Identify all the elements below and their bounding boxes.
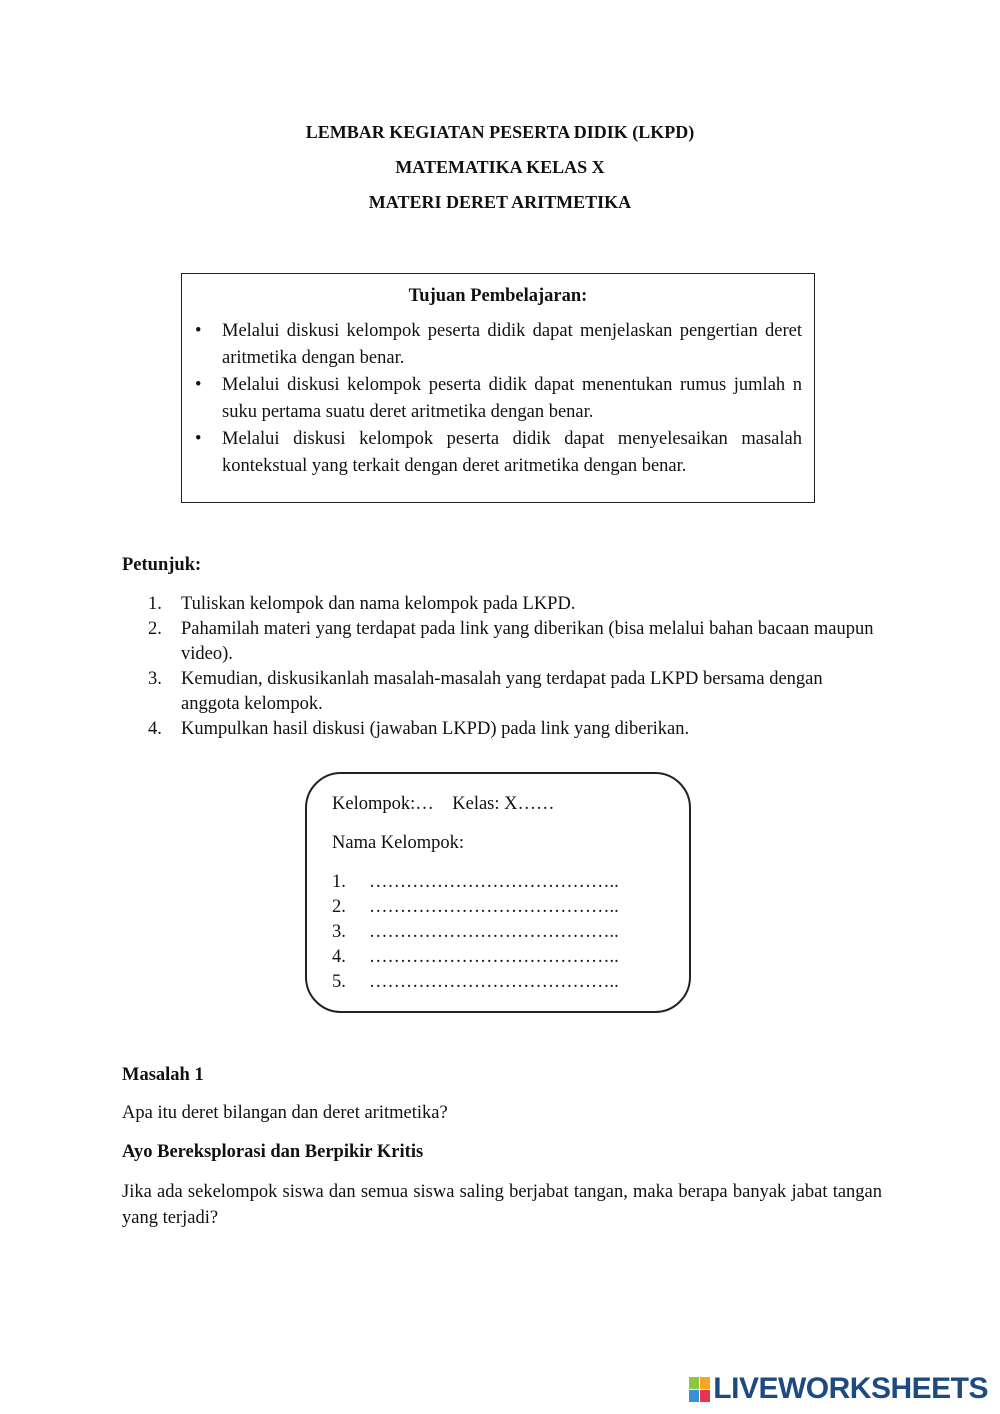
goal-item: • Melalui diskusi kelompok peserta didik dapat menjelaskan pengertian deret aritmetika dengan benar.: [182, 318, 814, 372]
member-field[interactable]: 4. …………………………………..: [332, 947, 619, 967]
instructions-list: [148, 592, 883, 742]
liveworksheets-logo: [689, 1372, 988, 1406]
class-field[interactable]: Kelas: X……: [452, 794, 555, 814]
group-field[interactable]: Kelompok:…: [332, 794, 434, 814]
member-field[interactable]: 5. …………………………………..: [332, 972, 619, 992]
learning-goals-box: [181, 273, 815, 503]
group-names-label: Nama Kelompok:: [332, 833, 465, 853]
goal-item: • Melalui diskusi kelompok peserta didik dapat menyelesaikan masalah kontekstual yang terkait dengan deret aritmetika dengan benar.: [182, 426, 814, 480]
problem-title: Masalah 1: [122, 1065, 204, 1085]
problem-subtitle: Ayo Bereksplorasi dan Berpikir Kritis: [122, 1142, 424, 1162]
logo-text: LIVEWORKSHEETS: [713, 1372, 988, 1405]
member-field[interactable]: 3. …………………………………..: [332, 922, 619, 942]
instruction-item: 4. Kumpulkan hasil diskusi (jawaban LKPD) pada link yang diberikan.: [148, 719, 690, 739]
instruction-item: 2. Pahamilah materi yang terdapat pada link yang diberikan (bisa melalui bahan bacaan maupun video).: [148, 619, 874, 664]
topic-title: MATERI DERET ARITMETIKA: [368, 192, 632, 212]
subject-title: MATEMATIKA KELAS X: [395, 157, 605, 177]
member-field[interactable]: 1. …………………………………..: [332, 872, 619, 892]
goal-item: • Melalui diskusi kelompok peserta didik dapat menentukan rumus jumlah n suku pertama suatu deret aritmetika dengan benar.: [182, 372, 814, 426]
logo-icon: [689, 1377, 710, 1402]
problem-question: Apa itu deret bilangan dan deret aritmetika?: [122, 1103, 448, 1123]
instruction-item: 1. Tuliskan kelompok dan nama kelompok pada LKPD.: [148, 594, 576, 614]
instructions-title: Petunjuk:: [122, 555, 202, 575]
member-field[interactable]: 2. …………………………………..: [332, 897, 619, 917]
group-info-box: [305, 772, 691, 1013]
instruction-item: 3. Kemudian, diskusikanlah masalah-masalah yang terdapat pada LKPD bersama dengan anggota kelompok.: [148, 669, 823, 714]
learning-goals-title: Tujuan Pembelajaran:: [408, 286, 588, 306]
worksheet-title: LEMBAR KEGIATAN PESERTA DIDIK (LKPD): [305, 122, 695, 142]
problem-body: Jika ada sekelompok siswa dan semua siswa saling berjabat tangan, maka berapa banyak jabat tangan yang terjadi?: [122, 1182, 882, 1228]
